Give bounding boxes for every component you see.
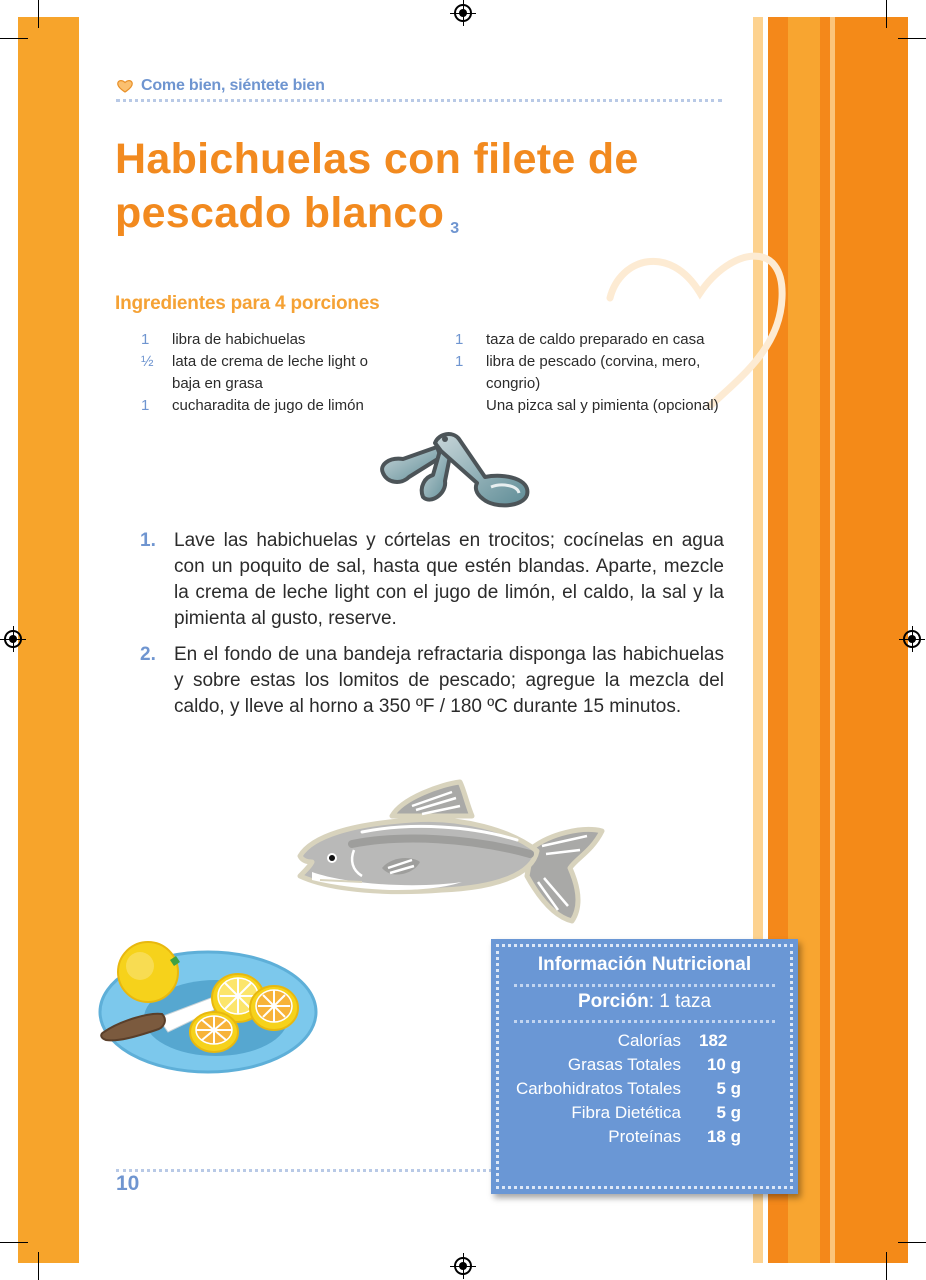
- crop-mark: [0, 1242, 28, 1243]
- lemon-plate-icon: [98, 938, 318, 1080]
- ingredient-item: [455, 329, 735, 351]
- left-decorative-stripe: [18, 17, 79, 1263]
- nutrient-value: 5 g: [716, 1103, 741, 1122]
- nutrition-table: [491, 1029, 798, 1149]
- nutrient-value: 182: [699, 1031, 728, 1050]
- header-divider: [116, 99, 722, 102]
- ingredient-qty: 1: [141, 331, 150, 348]
- footnote-ref: 3: [450, 220, 460, 237]
- preparation-steps: [140, 528, 724, 730]
- crop-mark: [0, 38, 28, 39]
- nutrient-value: 10 g: [706, 1055, 741, 1074]
- measuring-spoons-icon: [375, 425, 535, 515]
- crop-mark: [898, 38, 926, 39]
- nutrient-label: Proteínas: [608, 1127, 681, 1146]
- nutrition-divider: [514, 1020, 775, 1023]
- nutrition-row: [491, 1029, 798, 1053]
- ingredient-text: cucharadita de jugo de limón: [172, 397, 364, 414]
- ingredients-list-left: [141, 329, 431, 417]
- nutrition-portion: [491, 991, 798, 1013]
- registration-mark-icon: [454, 4, 472, 22]
- nutrition-row: [491, 1053, 798, 1077]
- portion-label: Porción: [577, 991, 649, 1012]
- step-text: En el fondo de una bandeja refractaria disponga las habichuelas y sobre estas los lomitos de pescado; agregue la mezcla del caldo, y lleve al horno a 350 ºF / 180 ºC durante 15 minutos.: [174, 644, 724, 717]
- step-number: 1.: [140, 530, 156, 551]
- fish-icon: [292, 776, 608, 928]
- ingredient-text: lata de crema de leche light o baja en grasa: [172, 353, 368, 392]
- registration-mark-icon: [903, 630, 921, 648]
- right-decorative-stripe: [820, 17, 830, 1263]
- ingredient-text: libra de habichuelas: [172, 331, 306, 348]
- ingredient-item: [141, 351, 431, 395]
- crop-mark: [38, 0, 39, 28]
- ingredients-list-right: [455, 329, 735, 417]
- recipe-title-line2-text: pescado blanco: [115, 189, 445, 237]
- page-number: 10: [116, 1172, 140, 1195]
- nutrition-info-box: [491, 939, 798, 1194]
- nutrient-label: Calorías: [617, 1031, 681, 1050]
- crop-mark: [38, 1252, 39, 1280]
- registration-mark-icon: [4, 630, 22, 648]
- nutrition-title: Información Nutricional: [537, 954, 752, 975]
- crop-mark: [886, 1252, 887, 1280]
- nutrient-value: 18 g: [706, 1127, 741, 1146]
- footer-divider: [116, 1169, 492, 1172]
- ingredient-text: taza de caldo preparado en casa: [486, 331, 705, 348]
- ingredient-item: [141, 395, 431, 417]
- nutrition-row: [491, 1125, 798, 1149]
- ingredient-qty: 1: [141, 397, 150, 414]
- ingredient-text: libra de pescado (corvina, mero, congrio): [486, 353, 701, 392]
- right-decorative-stripe: [835, 17, 908, 1263]
- recipe-title-line1: Habichuelas con filete de: [115, 135, 639, 183]
- heart-icon: [116, 79, 134, 93]
- nutrition-row: [491, 1101, 798, 1125]
- recipe-title: [115, 132, 735, 240]
- step-text: Lave las habichuelas y córtelas en trocitos; cocínelas en agua con un poquito de sal, hasta que estén blandas. Aparte, mezcle la crema de leche light con el jugo de limón, el caldo, la sal y la pimienta al gusto, reserve.: [174, 530, 724, 629]
- portion-value: : 1 taza: [648, 991, 712, 1012]
- ingredient-item: [455, 395, 735, 417]
- ingredient-text: Una pizca sal y pimienta (opcional): [486, 397, 719, 414]
- section-title: Come bien, siéntete bien: [141, 77, 325, 94]
- ingredient-item: [455, 351, 735, 395]
- step-item: [140, 528, 724, 632]
- step-number: 2.: [140, 644, 156, 665]
- ingredient-qty: ½: [141, 353, 154, 370]
- recipe-title-line2: [115, 186, 735, 240]
- nutrient-label: Grasas Totales: [567, 1055, 681, 1074]
- ingredients-heading: Ingredientes para 4 porciones: [115, 293, 380, 314]
- crop-mark: [898, 1242, 926, 1243]
- nutrient-label: Carbohidratos Totales: [515, 1079, 681, 1098]
- ingredient-qty: 1: [455, 331, 464, 348]
- ingredient-qty: 1: [455, 353, 464, 370]
- registration-mark-icon: [454, 1257, 472, 1275]
- ingredient-qty: [455, 395, 486, 417]
- ingredient-item: [141, 329, 431, 351]
- nutrition-divider: [514, 984, 775, 987]
- nutrition-row: [491, 1077, 798, 1101]
- nutrient-label: Fibra Dietética: [571, 1103, 681, 1122]
- nutrient-value: 5 g: [716, 1079, 741, 1098]
- crop-mark: [886, 0, 887, 28]
- step-item: [140, 642, 724, 720]
